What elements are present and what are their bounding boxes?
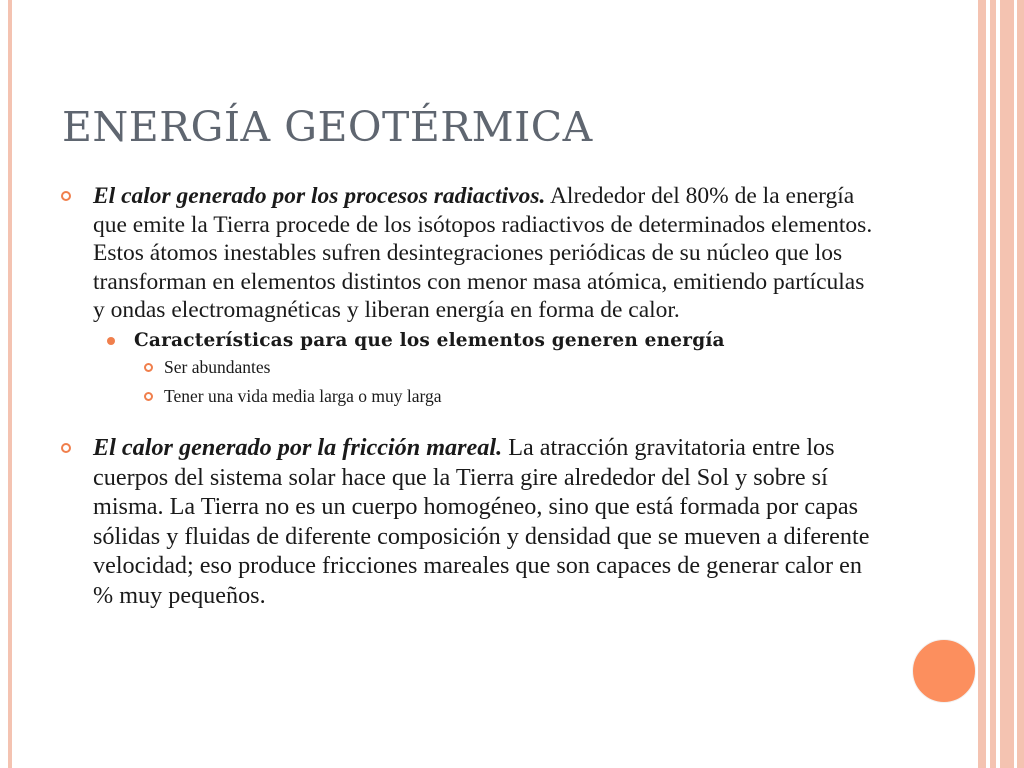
ring-bullet-icon: [144, 363, 153, 372]
sub-bullet-label: Características para que los elementos generen energía: [134, 329, 725, 351]
sub-sub-bullet: [144, 382, 880, 411]
bullet-text: Alrededor del 80% de la energía que emite la Tierra procede de los isótopos radiactivos de determinados elementos. Estos átomos inestables sufren desintegraciones periódicas de su núcleo que los transforman en elementos distintos con menor masa atómica, emitiendo partículas y ondas electromagnéticas y liberan energía en forma de calor.: [93, 183, 873, 324]
right-frame-stripe: [978, 0, 986, 768]
bullet-lead: El calor generado por la fricción mareal.: [93, 433, 503, 461]
ring-bullet-icon: [61, 191, 71, 201]
sub-sub-bullet-text: Ser abundantes: [164, 356, 271, 377]
ring-bullet-icon: [144, 392, 153, 401]
bullet-lead: El calor generado por los procesos radiactivos.: [93, 183, 546, 209]
left-frame-line: [8, 0, 12, 768]
right-frame-stripe: [1000, 0, 1014, 768]
right-frame-stripe: [1017, 0, 1024, 768]
right-frame-stripe: [990, 0, 996, 768]
ring-bullet-icon: [61, 443, 71, 453]
sub-bullet-characteristics: [104, 329, 880, 353]
slide-title: ENERGÍA GEOTÉRMICA: [62, 103, 593, 151]
bullet-text: La atracción gravitatoria entre los cuerpos del sistema solar hace que la Tierra gire alrededor del Sol y sobre sí misma. La Tierra no es un cuerpo homogéneo, sino que está formada por capas sólidas y fluidas de diferente composición y densidad que se mueven a diferente velocidad; eso produce fricciones mareales que son capaces de generar calor en % muy pequeños.: [93, 433, 870, 609]
sub-sub-bullet: [144, 353, 880, 382]
sub-sub-bullet-text: Tener una vida media larga o muy larga: [164, 385, 442, 406]
dot-bullet-icon: [107, 337, 115, 345]
decorative-circle: [912, 639, 976, 703]
bullet-tidal-friction: [60, 433, 880, 611]
bullet-radioactive: [60, 182, 880, 325]
slide-content: [60, 182, 880, 611]
